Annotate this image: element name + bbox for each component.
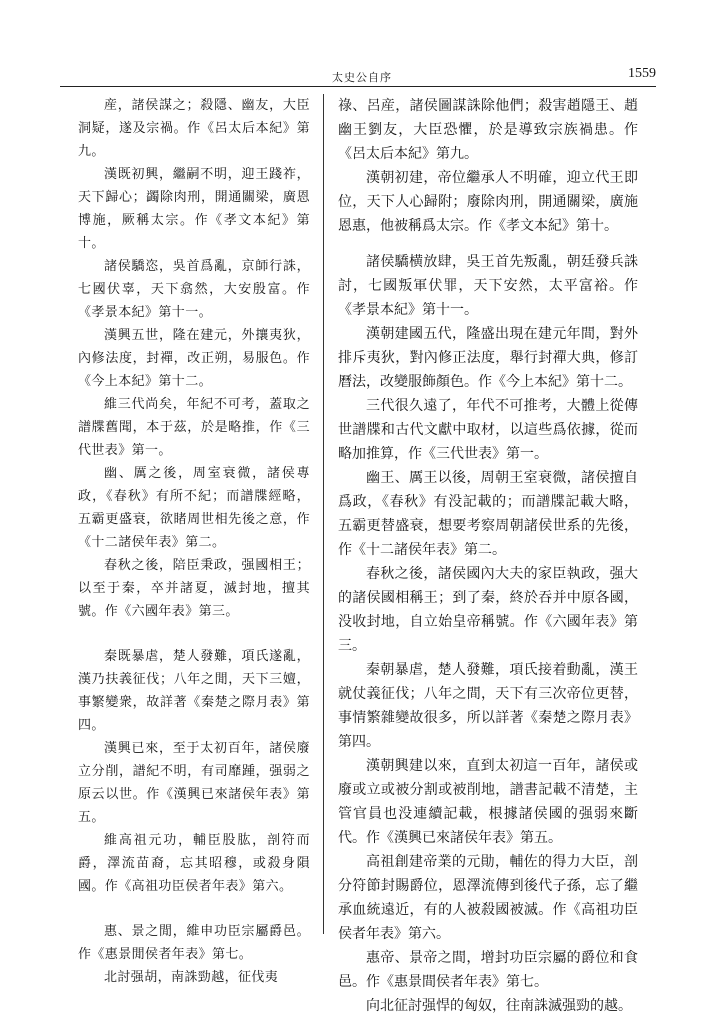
paragraph: 漢既初興，繼嗣不明，迎王踐祚，天下歸心；蠲除肉刑，開通關梁，廣恩博施，厥稱太宗。作《孝文本紀》第十。 xyxy=(78,167,310,251)
paragraph: 漢興五世，隆在建元，外攘夷狄，內修法度，封禪，改正朔，易服色。作《今上本紀》第十二。 xyxy=(78,328,310,389)
running-title: 太史公自序 xyxy=(332,71,392,84)
page-number: 1559 xyxy=(628,66,656,81)
paragraph: 惠帝、景帝之間，增封功臣宗屬的爵位和食邑。作《惠景間侯者年表》第七。 xyxy=(338,950,638,990)
paragraph: 産，諸侯謀之；殺隱、幽友，大臣洞疑，遂及宗禍。作《呂太后本紀》第九。 xyxy=(78,98,310,159)
paragraph: 諸侯驕横放肆，吳王首先叛亂，朝廷發兵誅討，七國叛軍伏罪，天下安然，太平富裕。作《孝景本紀》第十一。 xyxy=(338,254,638,318)
classical-text-column xyxy=(78,94,310,989)
paragraph: 漢朝初建，帝位繼承人不明確，迎立代王即位，天下人心歸附；廢除肉刑，開通關梁，廣施恩惠，他被稱爲太宗。作《孝文本紀》第十。 xyxy=(338,170,638,234)
paragraph: 祿、呂産，諸侯圖謀誅除他們；殺害趙隱王、趙幽王劉友，大臣恐懼，於是導致宗族禍患。作《呂太后本紀》第九。 xyxy=(338,98,638,162)
paragraph: 幽王、厲王以後，周朝王室衰微，諸侯擅自爲政，《春秋》有没記載的；而譜牒記載大略，五霸更替盛衰，想要考察周朝諸侯世系的先後，作《十二諸侯年表》第二。 xyxy=(338,470,638,558)
translation-column xyxy=(338,94,638,1018)
column-divider xyxy=(323,94,324,934)
paragraph: 維三代尚矣，年紀不可考，蓋取之譜牒舊聞，本于茲，於是略推，作《三代世表》第一。 xyxy=(78,397,310,458)
paragraph: 漢朝興建以來，直到太初這一百年，諸侯或廢或立或被分割或被削地，譜書記載不清楚，主管官員也没連續記載，根據諸侯國的强弱來斷代。作《漢興已來諸侯年表》第五。 xyxy=(338,758,638,846)
page-header xyxy=(60,62,656,86)
paragraph: 秦朝暴虐，楚人發難，項氏接着動亂，漢王就仗義征伐；八年之間，天下有三次帝位更替，事情繁雜變故很多，所以詳著《秦楚之際月表》第四。 xyxy=(338,662,638,750)
paragraph: 向北征討强悍的匈奴，往南誅滅强勁的越。 xyxy=(366,998,632,1014)
paragraph: 漢朝建國五代，隆盛出現在建元年間，對外排斥夷狄，對內修正法度，舉行封禪大典，修訂曆法，改變服飾顏色。作《今上本紀》第十二。 xyxy=(338,326,638,390)
paragraph: 北討强胡，南誅勁越，征伐夷 xyxy=(104,970,279,985)
header-rule xyxy=(60,86,656,87)
paragraph: 幽、厲之後，周室衰微，諸侯專政，《春秋》有所不紀；而譜牒經略，五霸更盛衰，欲睹周世相先後之意，作《十二諸侯年表》第二。 xyxy=(78,466,310,550)
paragraph: 諸侯驕恣，吳首爲亂，京師行誅，七國伏辜，天下翕然，大安殷富。作《孝景本紀》第十一。 xyxy=(78,259,310,320)
paragraph: 漢興已來，至于太初百年，諸侯廢立分削，譜紀不明，有司靡踵，强弱之原云以世。作《漢興已來諸侯年表》第五。 xyxy=(78,741,310,825)
paragraph: 維高祖元功，輔臣股肱，剖符而爵，澤流苗裔，忘其昭穆，或殺身隕國。作《高祖功臣侯者年表》第六。 xyxy=(78,833,310,894)
paragraph: 春秋之後，陪臣秉政，强國相王；以至于秦，卒并諸夏，滅封地，擅其號。作《六國年表》第三。 xyxy=(78,558,310,619)
paragraph: 高祖創建帝業的元勛，輔佐的得力大臣，剖分符節封賜爵位，恩澤流傳到後代子孫，忘了繼承血統遠近，有的人被殺國被滅。作《高祖功臣侯者年表》第六。 xyxy=(338,854,638,942)
paragraph: 惠、景之閒，維申功臣宗屬爵邑。作《惠景閒侯者年表》第七。 xyxy=(78,924,310,962)
paragraph: 秦既暴虐，楚人發難，項氏遂亂，漢乃扶義征伐；八年之閒，天下三嬗，事繁變衆，故詳著《秦楚之際月表》第四。 xyxy=(78,649,310,733)
paragraph: 春秋之後，諸侯國內大夫的家臣執政，强大的諸侯國相稱王；到了秦，終於吞并中原各國，没收封地，自立始皇帝稱號。作《六國年表》第三。 xyxy=(338,566,638,654)
paragraph: 三代很久遠了，年代不可推考，大體上從傳世譜牒和古代文獻中取材，以這些爲依據，從而略加推算，作《三代世表》第一。 xyxy=(338,398,638,462)
